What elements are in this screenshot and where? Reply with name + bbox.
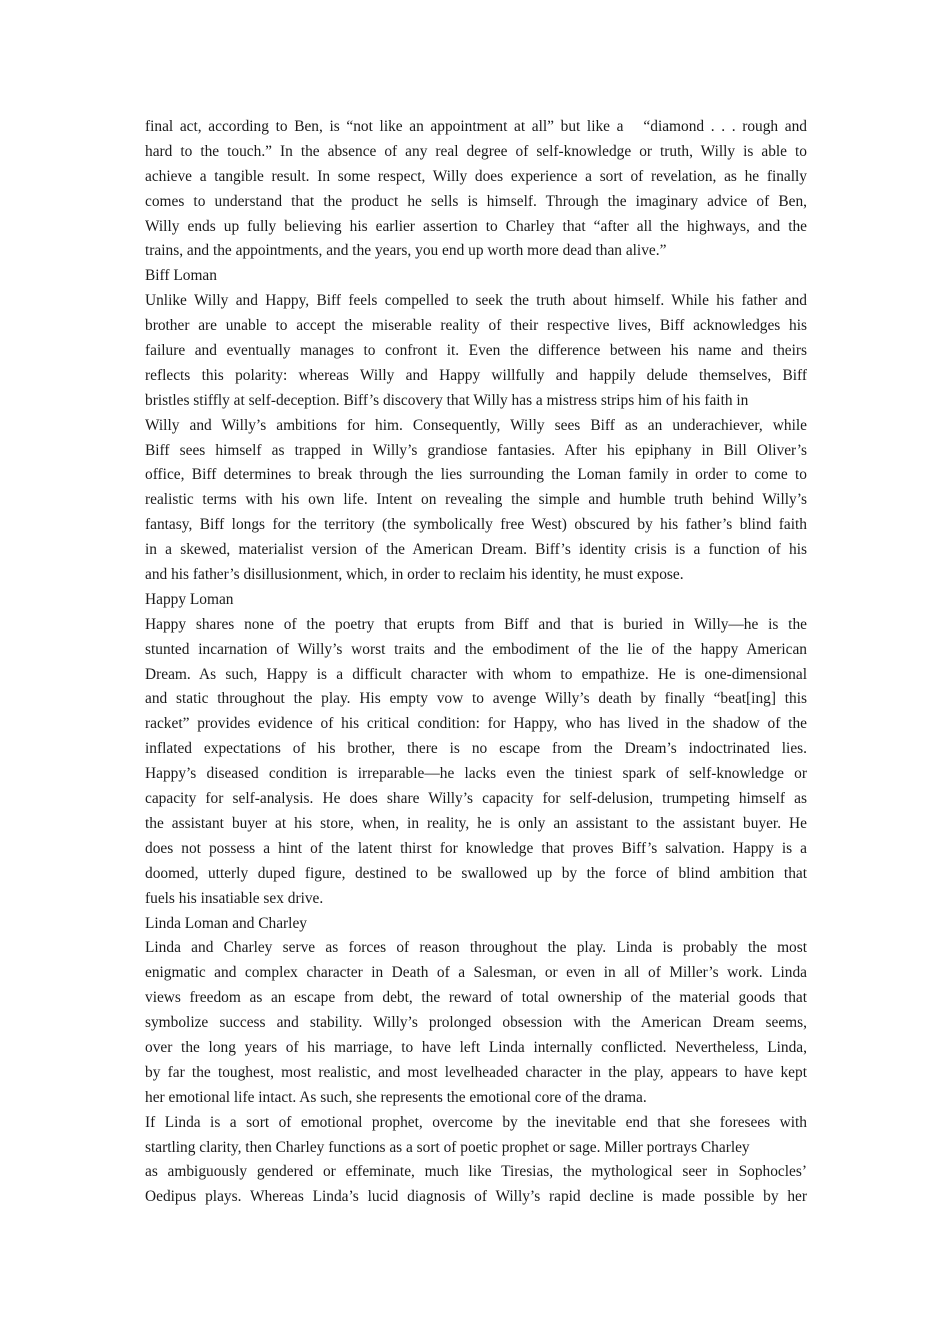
- body-text-line: and static throughout the play. His empty vow to avenge Willy’s death by finally “beat[ing] this: [145, 690, 807, 708]
- body-text-line: hard to the touch.” In the absence of any real degree of self-knowledge or truth, Willy is able to: [145, 142, 807, 160]
- document-page: [145, 115, 807, 1210]
- body-text-line: reflects this polarity: whereas Willy and Happy willfully and happily delude themselves, Biff: [145, 366, 807, 384]
- body-text-line: Biff sees himself as trapped in Willy’s grandiose fantasies. After his epiphany in Bill Oliver’s: [145, 441, 807, 459]
- body-text-line: in a skewed, materialist version of the American Dream. Biff’s identity crisis is a function of his: [145, 541, 807, 559]
- section-heading: Biff Loman: [145, 267, 217, 285]
- body-text-line: Willy and Willy’s ambitions for him. Consequently, Willy sees Biff as an underachiever, while: [145, 416, 807, 434]
- body-text-line: the assistant buyer at his store, when, in reality, he is only an assistant to the assistant buyer. He: [145, 814, 807, 832]
- body-text-line: capacity for self-analysis. He does share Willy’s capacity for self-delusion, trumpeting himself as: [145, 790, 807, 808]
- body-text-line: Oedipus plays. Whereas Linda’s lucid diagnosis of Willy’s rapid decline is made possible by her: [145, 1188, 807, 1206]
- body-text-line: symbolize success and stability. Willy’s prolonged obsession with the American Dream seems,: [145, 1014, 807, 1032]
- body-text-line: racket” provides evidence of his critical condition: for Happy, who has lived in the shadow of the: [145, 715, 807, 733]
- body-text-line: fantasy, Biff longs for the territory (the symbolically free West) obscured by his father’s blind faith: [145, 516, 807, 534]
- section-heading: Linda Loman and Charley: [145, 914, 307, 932]
- body-text-line: Willy ends up fully believing his earlier assertion to Charley that “after all the highways, and the: [145, 217, 807, 235]
- paragraph-end-line: fuels his insatiable sex drive.: [145, 889, 324, 907]
- body-text-line: comes to understand that the product he sells is himself. Through the imaginary advice of Ben,: [145, 192, 807, 210]
- body-text-line: Linda and Charley serve as forces of reason throughout the play. Linda is probably the most: [145, 939, 807, 957]
- body-text-line: Happy shares none of the poetry that erupts from Biff and that is buried in Willy—he is the: [145, 615, 807, 633]
- body-text-line: Unlike Willy and Happy, Biff feels compelled to seek the truth about himself. While his father and: [145, 292, 807, 310]
- body-text-line: inflated expectations of his brother, there is no escape from the Dream’s indoctrinated lies.: [145, 740, 807, 758]
- body-text-line: achieve a tangible result. In some respect, Willy does experience a sort of revelation, as he finally: [145, 167, 807, 185]
- body-text-line: final act, according to Ben, is “not like an appointment at all” but like a “diamond . . . rough and: [145, 118, 807, 135]
- body-text-line: views freedom as an escape from debt, the reward of total ownership of the material goods that: [145, 989, 807, 1007]
- body-text-line: failure and eventually manages to confront it. Even the difference between his name and theirs: [145, 342, 807, 360]
- paragraph-end-line: trains, and the appointments, and the years, you end up worth more dead than alive.”: [145, 242, 667, 260]
- body-text-line: doomed, utterly duped figure, destined to be swallowed up by the force of blind ambition that: [145, 864, 807, 882]
- paragraph-end-line: and his father’s disillusionment, which, in order to reclaim his identity, he must expose.: [145, 566, 684, 584]
- body-text-line: realistic terms with his own life. Intent on revealing the simple and humble truth behind Willy’s: [145, 491, 807, 509]
- paragraph-end-line: her emotional life intact. As such, she represents the emotional core of the drama.: [145, 1088, 647, 1106]
- paragraph-end-line: startling clarity, then Charley functions as a sort of poetic prophet or sage. Miller portrays Charley: [145, 1138, 750, 1156]
- body-text-line: Happy’s diseased condition is irreparable—he lacks even the tiniest spark of self-knowledge or: [145, 765, 807, 783]
- body-text-line: stunted incarnation of Willy’s worst traits and the embodiment of the lie of the happy American: [145, 640, 807, 658]
- paragraph-end-line: bristles stiffly at self-deception. Biff’s discovery that Willy has a mistress strips him of his faith in: [145, 391, 749, 409]
- body-text-line: brother are unable to accept the miserable reality of their respective lives, Biff acknowledges his: [145, 317, 807, 335]
- body-text-line: office, Biff determines to break through the lies surrounding the Loman family in order to come to: [145, 466, 807, 484]
- body-text-line: enigmatic and complex character in Death of a Salesman, or even in all of Miller’s work. Linda: [145, 964, 807, 982]
- section-heading: Happy Loman: [145, 590, 234, 608]
- body-text-line: does not possess a hint of the latent thirst for knowledge that proves Biff’s salvation. Happy is a: [145, 839, 807, 857]
- body-text-line: over the long years of his marriage, to have left Linda internally conflicted. Nevertheless, Linda,: [145, 1038, 807, 1056]
- body-text-line: Dream. As such, Happy is a difficult character with whom to empathize. He is one-dimensional: [145, 665, 807, 683]
- body-text-line: by far the toughest, most realistic, and most levelheaded character in the play, appears to have kept: [145, 1063, 807, 1081]
- body-text-line: as ambiguously gendered or effeminate, much like Tiresias, the mythological seer in Sophocles’: [145, 1163, 807, 1181]
- body-text-line: If Linda is a sort of emotional prophet, overcome by the inevitable end that she foresees with: [145, 1113, 807, 1131]
